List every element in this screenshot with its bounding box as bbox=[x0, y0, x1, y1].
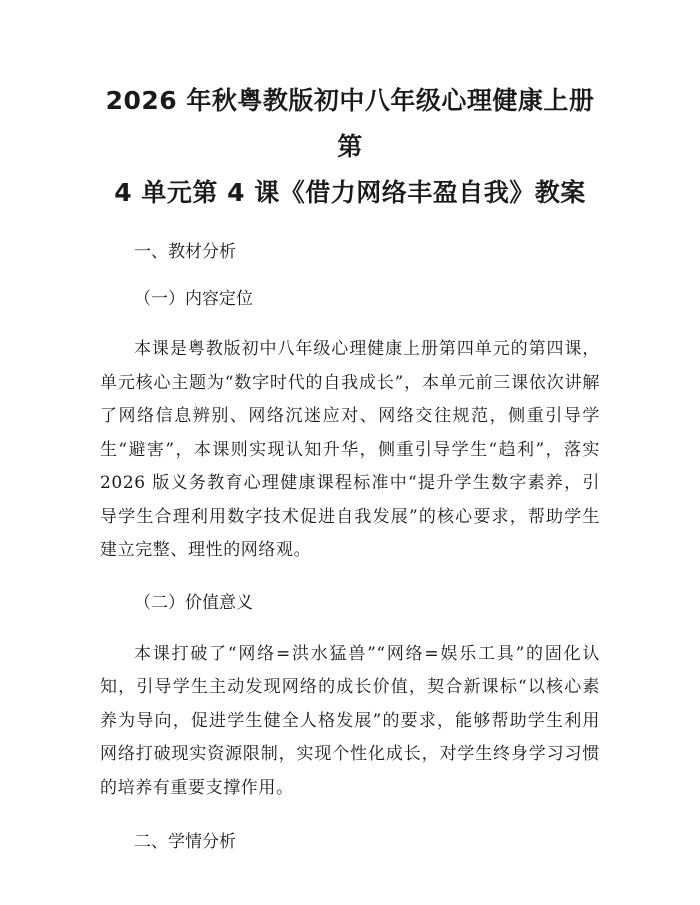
title-line-2: 4 单元第 4 课《借力网络丰盈自我》教案 bbox=[114, 178, 586, 207]
section-heading-learner-analysis: 二、学情分析 bbox=[134, 832, 236, 852]
document-title bbox=[100, 78, 600, 216]
section-heading-textbook-analysis: 一、教材分析 bbox=[134, 242, 236, 262]
paragraph-content-positioning: 本课是粤教版初中八年级心理健康上册第四单元的第四课，单元核心主题为“数字时代的自我成长”，本单元前三课依次讲解了网络信息辨别、网络沉迷应对、网络交往规范，侧重引导学生“避害”，本课则实现认知升华，侧重引导学生“趋利”，落实 2026 版义务教育心理健康课程标准中“提升学生数字素养，引导学生合理利用数字技术促进自我发展”的核心要求，帮助学生建立完整、理性的网络观。 bbox=[100, 339, 600, 560]
subsection-heading-content-positioning: （一）内容定位 bbox=[134, 289, 253, 309]
subsection-heading-value-significance: （二）价值意义 bbox=[134, 592, 253, 613]
title-line-1: 2026 年秋粤教版初中八年级心理健康上册第 bbox=[105, 86, 595, 161]
paragraph-value-significance: 本课打破了“网络=洪水猛兽”“网络=娱乐工具”的固化认知，引导学生主动发现网络的成长价值，契合新课标“以核心素养为导向，促进学生健全人格发展”的要求，能够帮助学生利用网络打破现实资源限制，实现个性化成长，对学生终身学习习惯的培养有重要支撑作用。 bbox=[100, 643, 600, 798]
